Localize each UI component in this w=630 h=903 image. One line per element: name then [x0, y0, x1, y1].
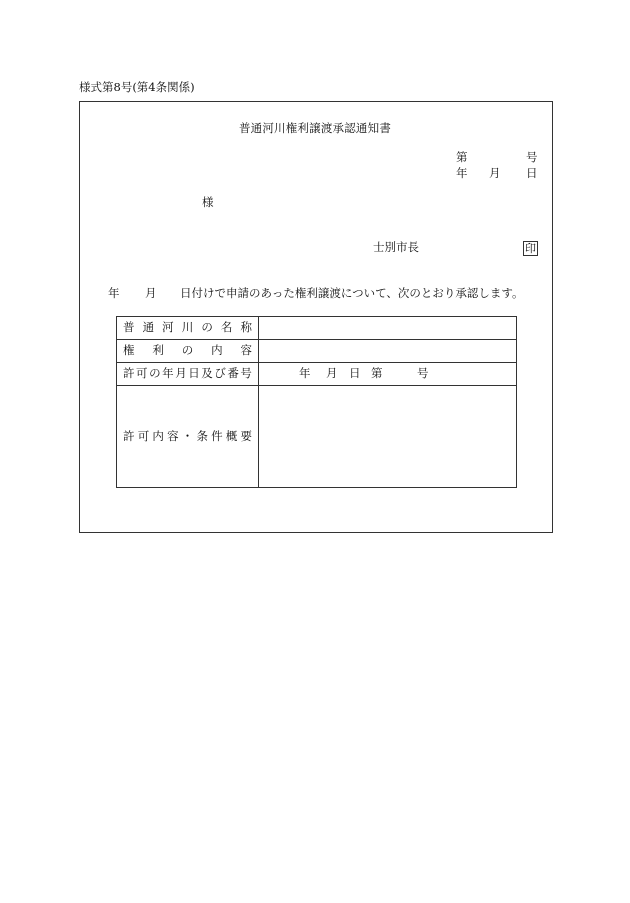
label-char: の	[201, 320, 213, 335]
label-char: 内	[211, 343, 223, 358]
label-char: 内	[152, 428, 164, 443]
row-value	[259, 317, 517, 340]
issuer-name: 士別市長	[373, 240, 419, 254]
label-char: 可	[136, 366, 148, 381]
row-label	[117, 363, 259, 386]
date-month: 月	[489, 166, 501, 180]
seal-mark: 印	[525, 242, 536, 255]
label-spaced	[117, 428, 258, 443]
label-char: 河	[162, 320, 174, 335]
permit-year: 年	[299, 366, 311, 380]
row-label	[117, 340, 259, 363]
row-label	[117, 386, 259, 488]
date-day: 日	[526, 166, 538, 180]
label-char: 条	[196, 428, 208, 443]
row-value	[259, 340, 517, 363]
table-row	[117, 340, 517, 363]
table-row	[117, 386, 517, 488]
details-table	[116, 316, 517, 488]
label-char: 通	[142, 320, 155, 335]
label-char: 番	[227, 366, 239, 381]
label-char: 要	[240, 428, 252, 443]
number-prefix: 第	[456, 150, 468, 164]
permit-dai: 第	[371, 366, 383, 380]
label-char: 及	[201, 366, 213, 381]
label-char: 概	[225, 428, 238, 443]
row-label	[117, 317, 259, 340]
label-char: 容	[240, 343, 252, 358]
label-char: の	[149, 366, 161, 381]
permit-go: 号	[417, 366, 429, 380]
body-text: 日付けで申請のあった権利譲渡について、次のとおり承認します。	[180, 286, 524, 300]
row-value	[259, 386, 517, 488]
document-title: 普通河川権利譲渡承認通知書	[238, 121, 392, 135]
label-spaced	[117, 322, 258, 334]
label-char: 可	[137, 428, 150, 443]
table-row	[117, 363, 517, 386]
label-char: 件	[211, 428, 223, 443]
label-char: び	[214, 366, 226, 381]
form-label: 様式第8号(第4条関係)	[79, 80, 195, 94]
permit-day: 日	[349, 366, 361, 380]
label-char: 容	[167, 428, 179, 443]
permit-month: 月	[326, 366, 338, 380]
label-spaced	[117, 368, 258, 380]
label-char: 川	[181, 320, 194, 335]
label-char: 許	[123, 366, 135, 381]
body-year: 年	[108, 286, 120, 300]
label-char: 普	[123, 320, 135, 335]
date-year: 年	[456, 166, 468, 180]
number-suffix: 号	[526, 150, 538, 164]
label-char: の	[181, 343, 194, 358]
label-char: 日	[188, 366, 200, 381]
body-month: 月	[145, 286, 157, 300]
table-row	[117, 317, 517, 340]
label-char: 利	[152, 343, 164, 358]
label-char: 称	[240, 320, 252, 335]
label-char: 許	[123, 428, 135, 443]
label-char: 号	[240, 366, 252, 381]
label-char: 名	[220, 320, 233, 335]
label-char: ・	[181, 428, 194, 443]
label-char: 権	[123, 343, 135, 358]
label-spaced	[117, 345, 258, 357]
label-char: 月	[175, 366, 187, 381]
label-char: 年	[162, 366, 174, 381]
permit-date-cell	[259, 363, 517, 386]
addressee-suffix: 様	[202, 195, 214, 209]
